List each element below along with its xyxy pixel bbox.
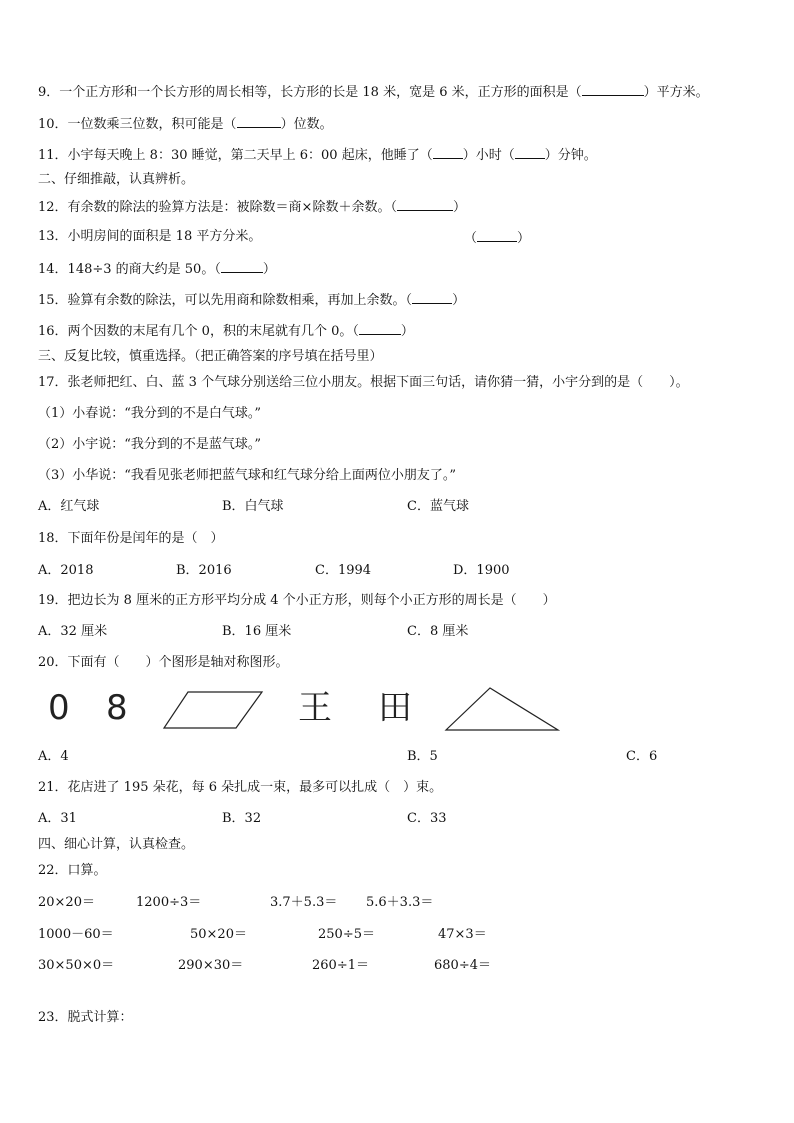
question-mid: ）小时（ xyxy=(462,148,515,163)
calc-item: 1000－60＝ xyxy=(38,927,114,942)
calc-item: 680÷4＝ xyxy=(434,958,491,973)
answer-blank[interactable] xyxy=(582,83,644,96)
figure-tian-character: 田 xyxy=(378,688,412,728)
question-15 xyxy=(38,291,465,309)
statement-2: （2）小宇说：“我分到的不是蓝气球。” xyxy=(38,437,262,452)
option-a[interactable]: A．4 xyxy=(38,749,69,764)
question-number: 19． xyxy=(38,593,68,608)
option-a[interactable]: A．32 厘米 xyxy=(38,624,108,639)
question-text: 口算。 xyxy=(67,863,107,878)
calc-item: 30×50×0＝ xyxy=(38,958,115,973)
option-b[interactable]: B．16 厘米 xyxy=(222,624,292,639)
question-tail: ） xyxy=(262,262,276,277)
question-14 xyxy=(38,260,276,278)
question-21 xyxy=(38,780,442,796)
answer-blank[interactable] xyxy=(397,198,453,211)
question-tail: ）位数。 xyxy=(280,117,333,132)
question-number: 10． xyxy=(38,117,68,132)
answer-blank-minutes[interactable] xyxy=(515,146,545,159)
answer-blank[interactable] xyxy=(237,115,281,128)
question-text: 张老师把红、白、蓝 3 个气球分别送给三位小朋友。根据下面三句话，请你猜一猜，小宇分到的是（ ）。 xyxy=(67,375,689,390)
option-b[interactable]: B．白气球 xyxy=(222,499,284,514)
question-20 xyxy=(38,655,289,671)
question-text: 148÷3 的商大约是 50。（ xyxy=(67,262,221,277)
option-c[interactable]: C．蓝气球 xyxy=(407,499,469,514)
statement-3: （3）小华说：“我看见张老师把蓝气球和红气球分给上面两位小朋友了。” xyxy=(38,468,457,483)
section-2-heading: 二、仔细推敲，认真辨析。 xyxy=(38,172,195,187)
option-c[interactable]: C．8 厘米 xyxy=(407,624,469,639)
question-text: 花店进了 195 朵花，每 6 朵扎成一束，最多可以扎成（ ）束。 xyxy=(67,780,443,795)
figure-triangle xyxy=(444,686,560,732)
section-4-heading: 四、细心计算，认真检查。 xyxy=(38,837,195,852)
section-3-heading: 三、反复比较，慎重选择。（把正确答案的序号填在括号里） xyxy=(38,349,383,364)
question-text: 有余数的除法的验算方法是：被除数＝商×除数＋余数。（ xyxy=(67,200,397,215)
question-text: 下面年份是闰年的是（ ） xyxy=(67,531,224,546)
figure-zero: 0 xyxy=(48,688,70,728)
calc-item: 3.7＋5.3＝ xyxy=(270,895,338,910)
question-number: 23． xyxy=(38,1010,68,1025)
figure-wang-character: 王 xyxy=(298,688,332,728)
question-number: 18． xyxy=(38,531,68,546)
option-b[interactable]: B．32 xyxy=(222,811,262,826)
option-b[interactable]: B．5 xyxy=(407,749,438,764)
question-number: 22． xyxy=(38,863,68,878)
question-13 xyxy=(38,229,261,245)
calc-item: 250÷5＝ xyxy=(318,927,375,942)
question-23 xyxy=(38,1010,133,1026)
question-text: 脱式计算： xyxy=(67,1010,133,1025)
question-tail: ）分钟。 xyxy=(544,148,597,163)
question-18 xyxy=(38,531,224,547)
answer-blank[interactable] xyxy=(221,260,263,273)
question-text: 下面有（ ）个图形是轴对称图形。 xyxy=(67,655,289,670)
option-a[interactable]: A．2018 xyxy=(38,563,94,578)
question-text: 把边长为 8 厘米的正方形平均分成 4 个小正方形，则每个小正方形的周长是（ ） xyxy=(67,593,556,608)
question-number: 9． xyxy=(38,85,60,100)
calc-item: 20×20＝ xyxy=(38,895,95,910)
option-c[interactable]: C．1994 xyxy=(315,563,372,578)
question-number: 17． xyxy=(38,375,68,390)
option-c[interactable]: C．33 xyxy=(407,811,447,826)
option-b[interactable]: B．2016 xyxy=(176,563,232,578)
option-c[interactable]: C．6 xyxy=(626,749,658,764)
question-text: 小明房间的面积是 18 平方分米。 xyxy=(67,229,262,244)
question-12 xyxy=(38,198,466,216)
statement-1: （1）小春说：“我分到的不是白气球。” xyxy=(38,406,262,421)
question-number: 13． xyxy=(38,229,68,244)
question-text: 一位数乘三位数，积可能是（ xyxy=(67,117,237,132)
calc-item: 260÷1＝ xyxy=(312,958,369,973)
question-13-paren xyxy=(464,229,530,247)
question-text: 小宇每天晚上 8：30 睡觉，第二天早上 6：00 起床，他睡了（ xyxy=(67,148,433,163)
question-number: 12． xyxy=(38,200,68,215)
question-text: 验算有余数的除法，可以先用商和除数相乘，再加上余数。（ xyxy=(67,293,413,308)
question-number: 20． xyxy=(38,655,68,670)
calc-item: 290×30＝ xyxy=(178,958,244,973)
option-d[interactable]: D．1900 xyxy=(453,563,510,578)
question-9 xyxy=(38,83,709,101)
figure-eight: 8 xyxy=(106,688,128,728)
option-a[interactable]: A．红气球 xyxy=(38,499,100,514)
calc-item: 50×20＝ xyxy=(190,927,247,942)
question-16 xyxy=(38,322,414,340)
calc-item: 1200÷3＝ xyxy=(136,895,202,910)
answer-blank[interactable] xyxy=(477,229,517,242)
figure-parallelogram xyxy=(162,690,264,730)
answer-blank-hours[interactable] xyxy=(433,146,463,159)
question-17 xyxy=(38,375,689,391)
option-a[interactable]: A．31 xyxy=(38,811,77,826)
calc-item: 47×3＝ xyxy=(438,927,487,942)
question-number: 11． xyxy=(38,148,68,163)
question-11 xyxy=(38,146,597,164)
question-number: 14． xyxy=(38,262,68,277)
question-22 xyxy=(38,863,107,879)
calc-item: 5.6＋3.3＝ xyxy=(366,895,434,910)
question-tail: ） xyxy=(400,324,414,339)
question-tail: ） xyxy=(452,293,466,308)
question-number: 16． xyxy=(38,324,68,339)
question-19 xyxy=(38,593,556,609)
question-tail: ） xyxy=(452,200,466,215)
question-10 xyxy=(38,115,333,133)
question-number: 15． xyxy=(38,293,68,308)
answer-blank[interactable] xyxy=(359,322,401,335)
paren-open: （ xyxy=(464,231,478,246)
question-tail: ） xyxy=(517,231,531,246)
question-number: 21． xyxy=(38,780,68,795)
question-tail: ）平方米。 xyxy=(643,85,709,100)
question-text: 一个正方形和一个长方形的周长相等，长方形的长是 18 米，宽是 6 米，正方形的面积是（ xyxy=(59,85,582,100)
answer-blank[interactable] xyxy=(412,291,452,304)
figure-row xyxy=(40,686,580,734)
question-text: 两个因数的末尾有几个 0，积的末尾就有几个 0。（ xyxy=(67,324,359,339)
